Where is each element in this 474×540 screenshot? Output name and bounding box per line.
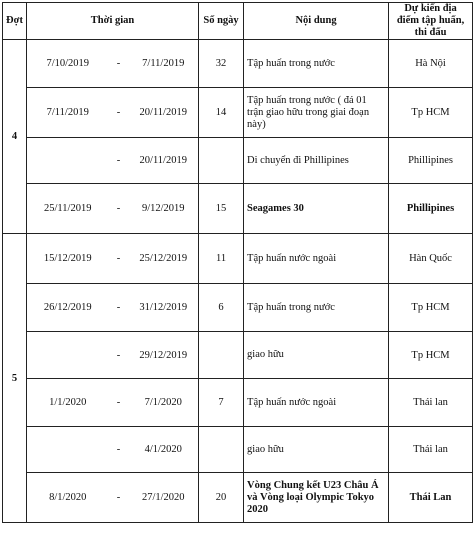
start-date-cell: 15/12/2019 xyxy=(27,234,109,284)
training-schedule-table xyxy=(2,2,473,523)
content-cell: Di chuyển đi Phillipines xyxy=(244,138,389,184)
days-count-cell: 32 xyxy=(199,40,244,88)
batch-number-cell: 5 xyxy=(3,234,27,523)
start-date-cell: 7/10/2019 xyxy=(27,40,109,88)
date-separator-cell: - xyxy=(109,332,129,379)
location-cell: Phillipines xyxy=(389,138,473,184)
date-separator-cell: - xyxy=(109,427,129,473)
start-date-cell: 8/1/2020 xyxy=(27,473,109,523)
location-cell: Hàn Quốc xyxy=(389,234,473,284)
date-separator-cell: - xyxy=(109,88,129,138)
content-cell: Tập huấn trong nước xyxy=(244,40,389,88)
table-row xyxy=(3,379,473,427)
schedule-body xyxy=(3,40,473,523)
table-row xyxy=(3,473,473,523)
content-cell: Tập huấn trong nước ( đá 01 trận giao hữu trong giai đoạn này) xyxy=(244,88,389,138)
content-cell: Tập huấn nước ngoài xyxy=(244,379,389,427)
days-count-cell: 11 xyxy=(199,234,244,284)
header-days: Số ngày xyxy=(199,3,244,40)
start-date-cell xyxy=(27,427,109,473)
table-row xyxy=(3,88,473,138)
location-cell: Hà Nội xyxy=(389,40,473,88)
table-row xyxy=(3,284,473,332)
content-cell: Vòng Chung kết U23 Châu Á và Vòng loại Olympic Tokyo 2020 xyxy=(244,473,389,523)
date-separator-cell: - xyxy=(109,473,129,523)
start-date-cell: 26/12/2019 xyxy=(27,284,109,332)
end-date-cell: 27/1/2020 xyxy=(129,473,199,523)
content-cell: Tập huấn trong nước xyxy=(244,284,389,332)
days-count-cell: 6 xyxy=(199,284,244,332)
date-separator-cell: - xyxy=(109,40,129,88)
start-date-cell: 7/11/2019 xyxy=(27,88,109,138)
days-count-cell xyxy=(199,332,244,379)
table-row xyxy=(3,138,473,184)
date-separator-cell: - xyxy=(109,379,129,427)
location-cell: Tp HCM xyxy=(389,332,473,379)
date-separator-cell: - xyxy=(109,138,129,184)
location-cell: Thái lan xyxy=(389,427,473,473)
start-date-cell: 1/1/2020 xyxy=(27,379,109,427)
table-row xyxy=(3,234,473,284)
start-date-cell: 25/11/2019 xyxy=(27,184,109,234)
content-cell: giao hữu xyxy=(244,332,389,379)
header-place: Dự kiến địa điểm tập huấn, thi đấu xyxy=(389,3,473,40)
end-date-cell: 7/11/2019 xyxy=(129,40,199,88)
end-date-cell: 31/12/2019 xyxy=(129,284,199,332)
end-date-cell: 25/12/2019 xyxy=(129,234,199,284)
header-content: Nội dung xyxy=(244,3,389,40)
location-cell: Tp HCM xyxy=(389,88,473,138)
location-cell: Phillipines xyxy=(389,184,473,234)
table-row xyxy=(3,427,473,473)
date-separator-cell: - xyxy=(109,284,129,332)
table-row xyxy=(3,40,473,88)
end-date-cell: 7/1/2020 xyxy=(129,379,199,427)
end-date-cell: 20/11/2019 xyxy=(129,138,199,184)
end-date-cell: 29/12/2019 xyxy=(129,332,199,379)
table-row xyxy=(3,184,473,234)
content-cell: giao hữu xyxy=(244,427,389,473)
date-separator-cell: - xyxy=(109,234,129,284)
table-row xyxy=(3,332,473,379)
days-count-cell xyxy=(199,427,244,473)
days-count-cell xyxy=(199,138,244,184)
content-cell: Tập huấn nước ngoài xyxy=(244,234,389,284)
end-date-cell: 9/12/2019 xyxy=(129,184,199,234)
location-cell: Tp HCM xyxy=(389,284,473,332)
days-count-cell: 14 xyxy=(199,88,244,138)
date-separator-cell: - xyxy=(109,184,129,234)
start-date-cell xyxy=(27,138,109,184)
content-cell: Seagames 30 xyxy=(244,184,389,234)
days-count-cell: 20 xyxy=(199,473,244,523)
header-time: Thời gian xyxy=(27,3,199,40)
days-count-cell: 7 xyxy=(199,379,244,427)
start-date-cell xyxy=(27,332,109,379)
header-row xyxy=(3,3,473,40)
end-date-cell: 20/11/2019 xyxy=(129,88,199,138)
batch-number-cell: 4 xyxy=(3,40,27,234)
location-cell: Thái lan xyxy=(389,379,473,427)
location-cell: Thái Lan xyxy=(389,473,473,523)
end-date-cell: 4/1/2020 xyxy=(129,427,199,473)
header-dot: Đợt xyxy=(3,3,27,40)
days-count-cell: 15 xyxy=(199,184,244,234)
